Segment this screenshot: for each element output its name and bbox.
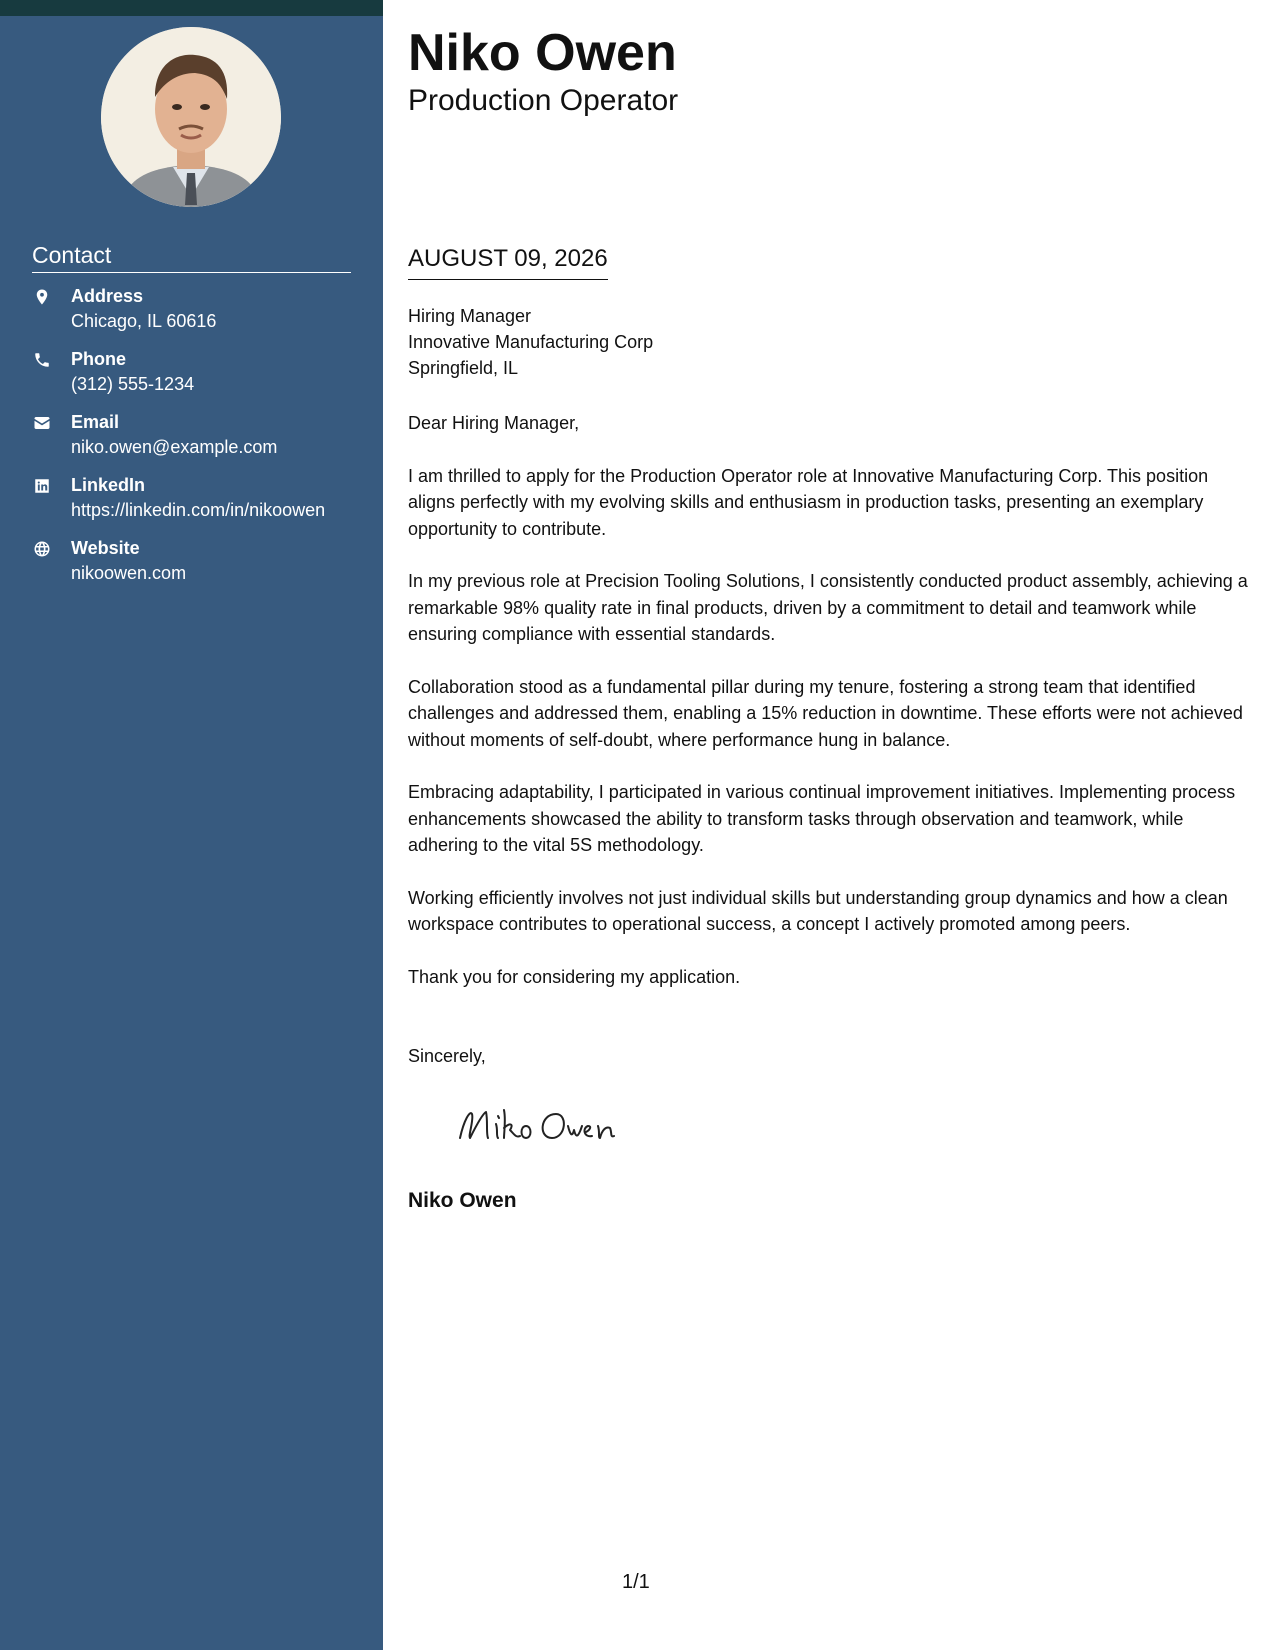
applicant-name: Niko Owen [408,24,677,82]
contact-label: Website [71,538,140,558]
contact-value: Chicago, IL 60616 [71,311,217,331]
recipient-line: Innovative Manufacturing Corp [408,332,654,352]
closing: Sincerely, [408,1046,486,1066]
globe-icon [32,539,52,559]
contact-heading: Contact [32,241,351,273]
map-pin-icon [32,287,52,307]
letter-body [408,410,1253,1016]
body-paragraph: Collaboration stood as a fundamental pillar during my tenure, fostering a strong team that identified challenges and addressed them, enabling a 15% reduction in downtime. These efforts were not achieved without moments of self-doubt, where performance hung in balance. [408,676,1243,750]
job-title: Production Operator [408,84,679,117]
contact-label: Phone [71,349,127,369]
contact-label: Address [71,286,144,306]
letter-date: AUGUST 09, 2026 [408,244,608,280]
signer-name: Niko Owen [408,1189,517,1212]
signature-image [452,1100,652,1150]
body-paragraph: Working efficiently involves not just individual skills but understanding group dynamics and how a clean workspace contributes to operational success, a concept I actively promoted among peers. [408,887,1228,934]
phone-icon [32,350,52,370]
contact-label: Email [71,412,120,432]
contact-item-email [32,411,372,474]
contact-item-linkedin [32,474,372,537]
contact-value[interactable]: https://linkedin.com/in/nikoowen [71,500,326,520]
body-paragraph: Thank you for considering my application. [408,966,741,987]
contact-item-address [32,285,372,348]
body-paragraph: Embracing adaptability, I participated in various continual improvement initiatives. Implementing process enhancements showcased the ability to transform tasks through observation and teamwork, while adhering to the vital 5S methodology. [408,782,1236,855]
sidebar [0,0,383,1650]
contact-value[interactable]: nikoowen.com [71,563,187,583]
linkedin-icon [32,476,52,496]
sidebar-top-bar [0,0,383,16]
portrait-illustration [101,27,281,207]
page-number: 1/1 [622,1571,650,1593]
contact-list [32,285,372,600]
envelope-icon [32,413,52,433]
recipient-line: Hiring Manager [408,306,532,326]
contact-label: LinkedIn [71,475,146,495]
contact-value[interactable]: niko.owen@example.com [71,437,278,457]
avatar [101,27,281,207]
contact-value: (312) 555-1234 [71,374,195,394]
body-paragraph: I am thrilled to apply for the Production Operator role at Innovative Manufacturing Corp. This position aligns perfectly with my evolving skills and enthusiasm in production tasks, presenting an exemplary opportunity to contribute. [408,465,1209,539]
contact-item-phone [32,348,372,411]
recipient-block [408,303,653,381]
recipient-line: Springfield, IL [408,358,519,378]
salutation: Dear Hiring Manager, [408,413,580,433]
body-paragraph: In my previous role at Precision Tooling Solutions, I consistently conducted product assembly, achieving a remarkable 98% quality rate in final products, driven by a commitment to detail and teamwork while ensuring compliance with essential standards. [408,571,1248,644]
contact-item-website [32,537,372,600]
